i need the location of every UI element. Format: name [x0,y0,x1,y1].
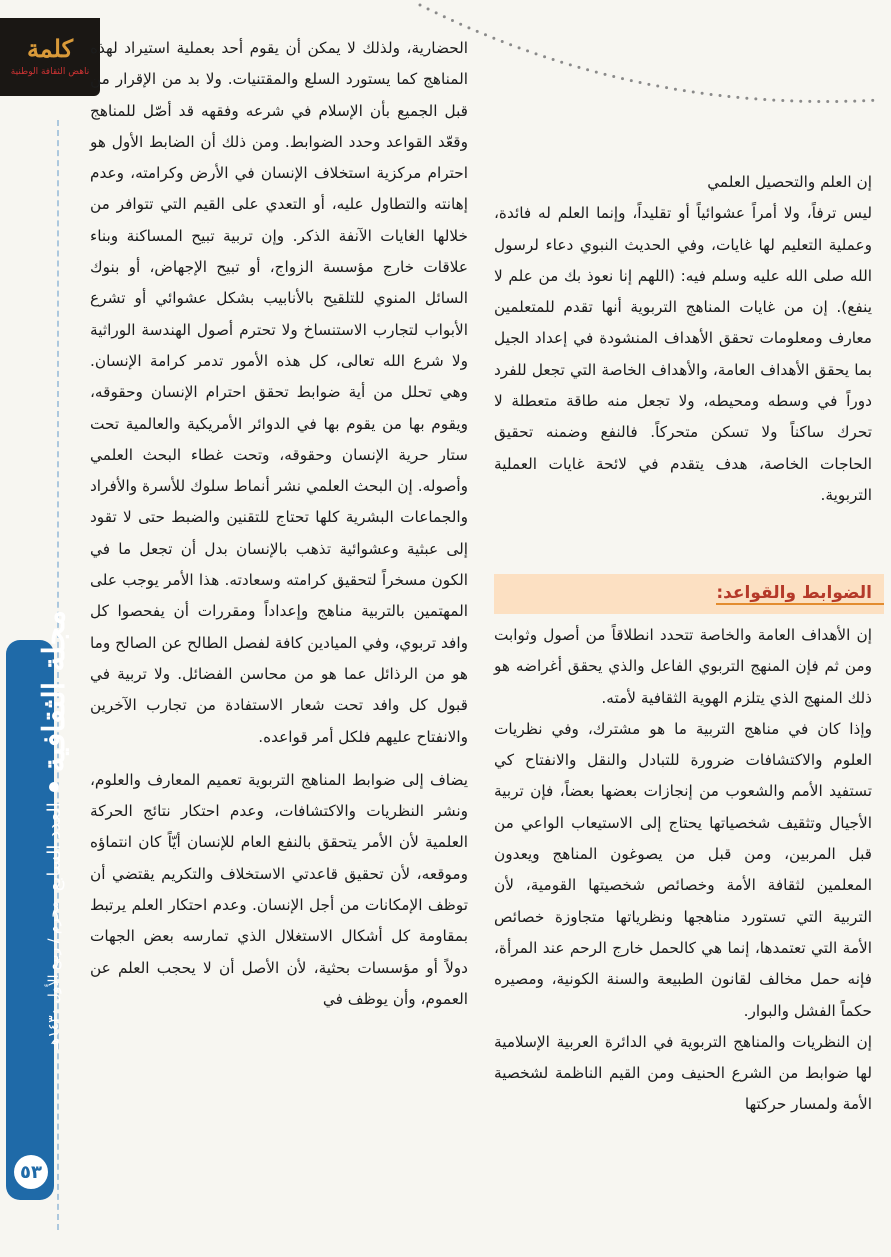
section-heading: الضوابط والقواعد: [716,583,884,605]
issue-date: محرم / ربيع الأول ١٤٣٠هـ [46,901,62,1050]
right-paragraph-4: إن النظريات والمناهج التربوية في الدائرة العربية الإسلامية لها ضوابط من الشرع الحنيف ومن القيم الناظمة لشخصية الأمة ولمسار حركتها [494,1032,872,1114]
page-number: ٥٣ [14,1155,48,1189]
left-paragraph-1: الحضارية، ولذلك لا يمكن أن يقوم أحد بعملية استيراد لهذه المناهج كما يستورد السلع والمقتنيات. ولا بد من الإقرار من قبل الجميع بأن الإسلام في شرعه وفقهه قد أصّل للمناهج وقعّد القواعد وحدد الضوابط. ومن ذلك أن الضابط الأول هو احترام مركزية استخلاف الإنسان في الأرض وكرامته، وعدم إهانته والتطاول عليه، أو التعدي على القيم التي تتوافر من خلالها الغايات الآنفة الذكر. وإن تربية تبيح المساكنة وبناء علاقات خارج مؤسسة الزواج، أو تبيح الإجهاض، أو بنوك السائل المنوي للتلقيح بالأنابيب بشكل عشوائي أو تشرع الأبواب لتجارب الاستنساخ ولا تحترم أصول الهندسة الوراثية ولا شرع الله تعالى، كل هذه الأمور تدمر كرامة الإنسان. وهي تحلل من أية ضوابط تحقق احترام الإنسان وحقوقه، ويقوم بها من يقوم بها في الدوائر الأمريكية والعالمية تحت ستار حرية الإنسان وحقوقه، وتحت غطاء البحث العلمي وأصوله. إن البحث العلمي نشر أنماط سلوك للأسرة والأفراد والجماعات البشرية كلها تحتاج للتقنين والضبط حتى لا تقود إلى عبثية وعشوائية تذهب بالإنسان بدل أن تجعل ما في الكون مسخراً لتحقيق كرامته وسعادته. هذا الأمر يوجب على المهتمين بالتربية مناهج وإعداداً ومقررات أن يفحصوا كل وافد تربوي، وفي الميادين كافة لفصل الطالح عن الصالح وما هو من الرذائل عما هو من محاسن الفضائل. ولا تربية في قبول كل وافد تحت شعار الاستفادة من تجارب الآخرين والانفتاح عليهم فلكل أمر قواعده. [90,39,468,746]
logo-subtitle: ناهض الثقافة الوطنية [10,67,90,77]
right-paragraph-3: وإذا كان في مناهج التربية ما هو مشترك، وفي نظريات العلوم والاكتشافات ضرورة للتبادل والنقل والانفتاح كي تستفيد الأمم والشعوب من إنجازات بعضها بعضاً، فإن تربية الأجيال وتثقيف شخصياتها يحتاج إلى الاستيعاب الواعي من قبل المربين، ومن قبل من يصوغون المناهج ويعدون المعلمين لثقافة الأمة وخصائص شخصيتها القومية، لأن التربية التي تستورد مناهجها ونظرياتها متجاوزة خصائص الأمة التي تعتمدها، إنما هي كالحمل خارج الرحم عند المرأة، فإنه حمل مخالف لقانون الطبيعة والسنة الكونية، ومصيره حكماً الفشل والبوار. [494,719,872,1020]
right-text-column-top [494,167,872,511]
right-paragraph-1: ليس ترفاً، ولا أمراً عشوائياً أو تقليداً، وإنما العلم له فائدة، وعملية التعليم لها غايات، وفي الحديث النبوي دعاء لرسول الله صلى الله عليه وسلم فيه: (اللهم إنا نعوذ بك من علم لا ينفع). إن من غايات المناهج التربوية أنها تقدم للمتعلمين معارف ومعلومات تحقق الأهداف المنشودة في إعداد الجيل بما يحقق الأهداف العامة، والأهداف الخاصة التي تجعل للفرد دوراً في وسطه ومحيطه، ولا تجعل منه طاقة متعطلة لا تحرك ساكناً ولا تسكن متحركاً. فالنفع وضمنه تحقيق الحاجات الخاصة، هدف يتقدم في لائحة غايات العملية التربوية. [494,204,872,504]
sidebar-text [30,610,78,1150]
decorative-dotted-curve [400,0,891,120]
left-text-column [90,33,468,1015]
logo-word: كلمة [26,34,74,63]
right-text-column-bottom [494,620,872,1121]
right-paragraph-2: إن الأهداف العامة والخاصة تتحدد انطلاقاً من أصول وثوابت ومن ثم فإن المنهج التربوي الفاعل والذي يحقق أغراضه هو ذلك المنهج الذي يتلزم الهوية الثقافية لأمته. [494,626,872,707]
right-paragraph-heading-line: إن العلم والتحصيل العلمي [707,173,872,191]
left-paragraph-2: يضاف إلى ضوابط المناهج التربوية تعميم المعارف والعلوم، ونشر النظريات والاكتشافات، وعدم احتكار نتائج الحركة العلمية لأن الأمر يتحقق بالنفع العام للإنسان أيّاً كان انتماؤه وموقعه، لأن تحقيق قاعدتي الاستخلاف والتكريم يقتضي أن توظف الإمكانات من أجل الإنسان. وعدم احتكار العلم يرتبط بمقاومة كل أشكال الاستغلال الذي تمارسه بعض الجهات دولاً أو مؤسسات بحثية، لأن الأصل أن لا يحجب العلم عن العموم، وأن يوظف في [90,770,468,1008]
magazine-title: مجلة الثقافية [36,610,72,773]
bullet-icon [49,782,59,792]
issue-label: العدد السابع [43,802,65,892]
magazine-logo [0,18,100,96]
section-heading-bar [494,574,884,614]
